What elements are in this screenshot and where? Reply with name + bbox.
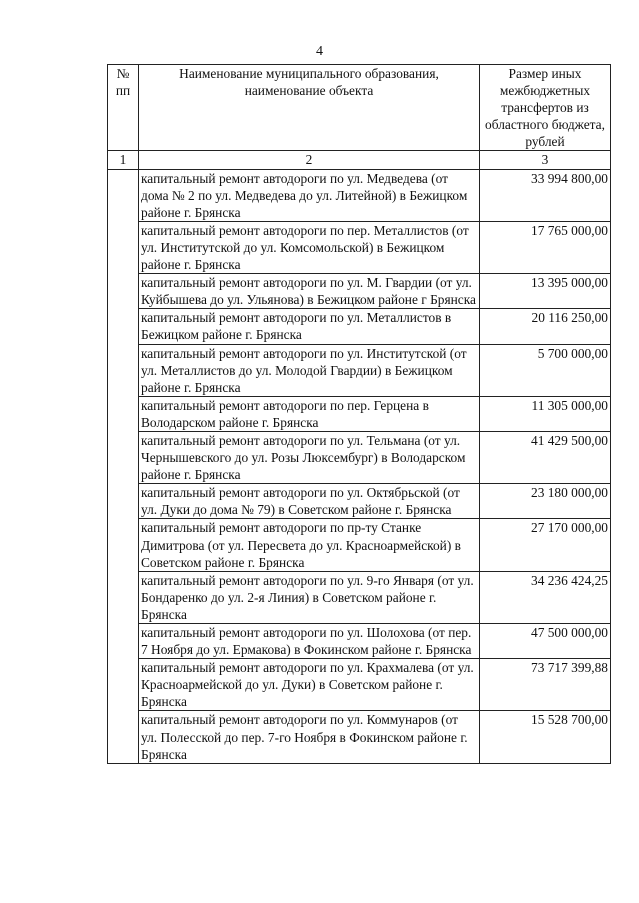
table-row xyxy=(108,344,611,396)
header-name: Наименование муниципального образования, наименование объекта xyxy=(139,65,480,151)
header-amount: Размер иных межбюджетных трансфертов из областного бюджета, рублей xyxy=(480,65,611,151)
amount-cell: 11 305 000,00 xyxy=(480,396,611,431)
column-number-3: 3 xyxy=(480,151,611,169)
table-row xyxy=(108,519,611,571)
table-row xyxy=(108,169,611,221)
amount-cell: 33 994 800,00 xyxy=(480,169,611,221)
table-row xyxy=(108,309,611,344)
amount-cell: 34 236 424,25 xyxy=(480,571,611,623)
amount-cell: 17 765 000,00 xyxy=(480,221,611,273)
amount-cell: 27 170 000,00 xyxy=(480,519,611,571)
object-name-cell: капитальный ремонт автодороги по ул. Медведева (от дома № 2 по ул. Медведева до ул. Литейной) в Бежицком районе г. Брянска xyxy=(139,169,480,221)
table-row xyxy=(108,711,611,763)
table-body xyxy=(108,169,611,763)
table-row xyxy=(108,659,611,711)
object-name-cell: капитальный ремонт автодороги по ул. М. Гвардии (от ул. Куйбышева до ул. Ульянова) в Бежицком районе г Брянска xyxy=(139,274,480,309)
object-name-cell: капитальный ремонт автодороги по ул. Октябрьской (от ул. Дуки до дома № 79) в Советском районе г. Брянска xyxy=(139,484,480,519)
object-name-cell: капитальный ремонт автодороги по ул. Институтской (от ул. Металлистов до ул. Молодой Гвардии) в Бежицком районе г. Брянска xyxy=(139,344,480,396)
amount-cell: 5 700 000,00 xyxy=(480,344,611,396)
table-row xyxy=(108,484,611,519)
amount-cell: 41 429 500,00 xyxy=(480,431,611,483)
table-row xyxy=(108,274,611,309)
object-name-cell: капитальный ремонт автодороги по ул. Крахмалева (от ул. Красноармейской до ул. Дуки) в Советском районе г. Брянска xyxy=(139,659,480,711)
page-number: 4 xyxy=(316,44,323,59)
transfers-table xyxy=(107,64,611,764)
amount-cell: 20 116 250,00 xyxy=(480,309,611,344)
table-header-row xyxy=(108,65,611,151)
object-name-cell: капитальный ремонт автодороги по ул. Металлистов в Бежицком районе г. Брянска xyxy=(139,309,480,344)
table-row xyxy=(108,571,611,623)
table-row xyxy=(108,396,611,431)
column-number-1: 1 xyxy=(108,151,139,169)
table-row xyxy=(108,431,611,483)
row-number-cell xyxy=(108,169,139,763)
object-name-cell: капитальный ремонт автодороги по пр-ту Станке Димитрова (от ул. Пересвета до ул. Красноармейской) в Советском районе г. Брянска xyxy=(139,519,480,571)
header-num: № пп xyxy=(108,65,139,151)
amount-cell: 13 395 000,00 xyxy=(480,274,611,309)
table-row xyxy=(108,624,611,659)
amount-cell: 73 717 399,88 xyxy=(480,659,611,711)
amount-cell: 23 180 000,00 xyxy=(480,484,611,519)
object-name-cell: капитальный ремонт автодороги по ул. 9-го Января (от ул. Бондаренко до ул. 2-я Линия) в Советском районе г. Брянска xyxy=(139,571,480,623)
amount-cell: 47 500 000,00 xyxy=(480,624,611,659)
table-row xyxy=(108,221,611,273)
object-name-cell: капитальный ремонт автодороги по ул. Шолохова (от пер. 7 Ноября до ул. Ермакова) в Фокинском районе г. Брянска xyxy=(139,624,480,659)
amount-cell: 15 528 700,00 xyxy=(480,711,611,763)
object-name-cell: капитальный ремонт автодороги по пер. Герцена в Володарском районе г. Брянска xyxy=(139,396,480,431)
object-name-cell: капитальный ремонт автодороги по ул. Тельмана (от ул. Чернышевского до ул. Розы Люксембург) в Володарском районе г. Брянска xyxy=(139,431,480,483)
column-number-2: 2 xyxy=(139,151,480,169)
object-name-cell: капитальный ремонт автодороги по пер. Металлистов (от ул. Институтской до ул. Комсомольской) в Бежицком районе г. Брянска xyxy=(139,221,480,273)
column-number-row xyxy=(108,151,611,169)
object-name-cell: капитальный ремонт автодороги по ул. Коммунаров (от ул. Полесской до пер. 7-го Ноября в Фокинском районе г. Брянска xyxy=(139,711,480,763)
